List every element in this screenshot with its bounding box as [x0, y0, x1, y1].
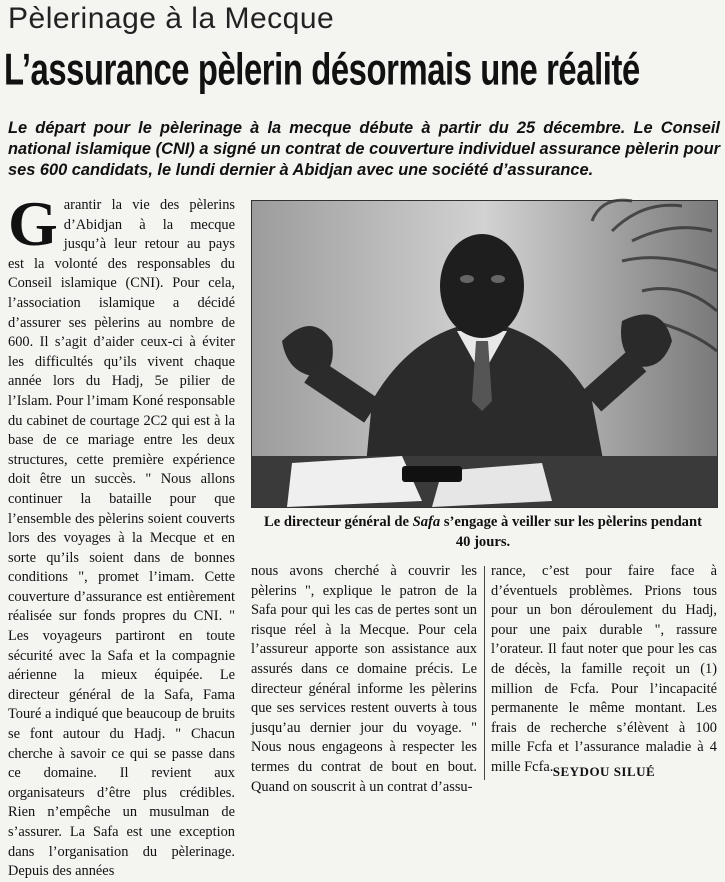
author-byline: SEYDOU SILUÉ: [552, 764, 656, 779]
photo-caption: [258, 512, 708, 552]
column-divider: [484, 566, 485, 780]
body-text-3: rance, c’est pour faire face à d’éventuels problèmes. Prions tous pour un bon déroulement du Hadj, pour une paix durable ", rassure l’orateur. Il faut noter que pour les cas de décès, la famille reçoit un (1) million de Fcfa. Pour l’incapacité permanente le même montant. Les frais de recherche s’élèvent à 100 mille Fcfa et l’assurance maladie à 4 mille Fcfa.: [491, 563, 717, 775]
body-column-2: [251, 562, 477, 795]
body-text-2: nous avons cherché à couvrir les pèlerins ", explique le patron de la Safa pour qui les cas de pertes sont un risque réel à la Mecque. Pour cela l’assureur apporte son assistance aux assurés dans ce domaine précis. Le directeur général informe les pèlerins que ses services restent ouverts à tous jusqu’au dernier jour du voyage. " Nous nous engageons à respecter les termes du contrat de bout en bout. Quand on souscrit à un contrat d’assu-: [251, 563, 477, 795]
body-column-1: [8, 188, 235, 880]
drop-cap: G: [8, 188, 58, 259]
body-text-1: arantir la vie des pèlerins d’Abidjan à la mecque jusqu’à leur retour au pays est la volonté des responsables du Conseil islamique (CNI). Pour cela, l’association islamique a décidé d’assurer ses pèlerins au nombre de 600. Il s’agit d’aider ceux-ci à éviter les difficultés qu’ils vivent chaque année lors du Hadj, 5e pilier de l’Islam. Pour l’imam Koné responsable du cabinet de courtage 2C2 qui est à la base de ce mariage entre les deux structures, cette première expérience doit être un succès. " Nous allons continuer la bataille pour que l’ensemble des pèlerins soient couverts lors des voyages à la Mecque et en sorte qu’ils soient dans de bonnes conditions ", promet l’imam. Cette couverture d’assurance est entièrement réalisée sur fonds propres du CNI. " Les voyageurs partiront en toute sécurité avec la Safa et la compagnie aérienne la mieux équipée. Le directeur général de la Safa, Fama Touré a indiqué que beaucoup de bruits se font autour du Hadj. " Chacun cherche à savoir ce qui se passe dans ce domaine. Il revient aux organisateurs d’être plus crédibles. Rien n’empêche un musulman de s’assurer. La Safa est une exception dans l’organisation du pèlerinage. Depuis des années: [8, 197, 235, 880]
caption-company-name: Safa: [412, 514, 441, 530]
section-kicker: Pèlerinage à la Mecque: [8, 2, 335, 35]
headline: L’assurance pèlerin désormais une réalité: [4, 45, 640, 95]
article-photo: [251, 200, 718, 508]
photo-director-image: [252, 201, 717, 507]
caption-text-end: s’engage à veiller sur les pèlerins pendant 40 jours.: [440, 514, 702, 550]
lead-paragraph: Le départ pour le pèlerinage à la mecque débute à partir du 25 décembre. Le Conseil national islamique (CNI) a signé un contrat de couverture individuel assurance pèlerin pour ses 600 candidats, le lundi dernier à Abidjan avec une société d’assurance.: [8, 119, 720, 179]
caption-text-start: Le directeur général de: [264, 514, 413, 530]
